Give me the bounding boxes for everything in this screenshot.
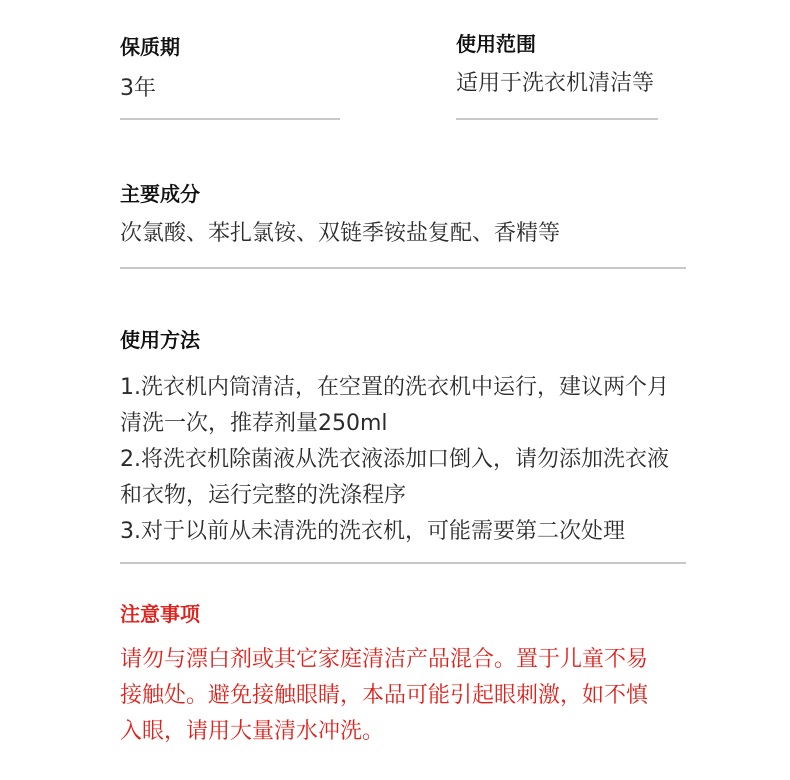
- usage-method-text: [120, 370, 669, 550]
- ingredients-divider: [120, 267, 686, 269]
- usage-scope-value: 适用于洗衣机清洁等: [456, 71, 655, 96]
- notice-line: 接触处。避免接触眼睛，本品可能引起眼刺激，如不慎: [120, 683, 649, 708]
- usage-method-divider: [120, 562, 686, 564]
- notice-line: 入眼，请用大量清水冲洗。: [120, 719, 385, 744]
- ingredients-label: 主要成分: [120, 182, 200, 206]
- notice-text: [120, 642, 648, 750]
- notice-label: 注意事项: [120, 602, 200, 626]
- shelf-life-label: 保质期: [120, 35, 180, 59]
- notice-section: [120, 600, 648, 750]
- shelf-life-value: 3年: [120, 76, 156, 101]
- ingredients-section: [120, 180, 560, 248]
- usage-method-section: [120, 326, 669, 550]
- shelf-life-section: [120, 33, 180, 103]
- usage-method-line: 2.将洗衣机除菌液从洗衣液添加口倒入，请勿添加洗衣液: [120, 447, 669, 472]
- usage-method-label: 使用方法: [120, 328, 200, 352]
- notice-line: 请勿与漂白剂或其它家庭清洁产品混合。置于儿童不易: [120, 647, 649, 672]
- usage-scope-divider: [456, 118, 658, 120]
- usage-scope-label: 使用范围: [456, 32, 536, 56]
- ingredients-value: 次氯酸、苯扎氯铵、双链季铵盐复配、香精等: [120, 221, 561, 246]
- shelf-life-divider: [120, 118, 340, 120]
- usage-method-line: 3.对于以前从未清洗的洗衣机，可能需要第二次处理: [120, 519, 625, 544]
- usage-method-line: 1.洗衣机内筒清洁，在空置的洗衣机中运行，建议两个月: [120, 375, 669, 400]
- usage-scope-section: [456, 30, 654, 98]
- usage-method-line: 清洗一次，推荐剂量250ml: [120, 411, 388, 436]
- usage-method-line: 和衣物，运行完整的洗涤程序: [120, 483, 407, 508]
